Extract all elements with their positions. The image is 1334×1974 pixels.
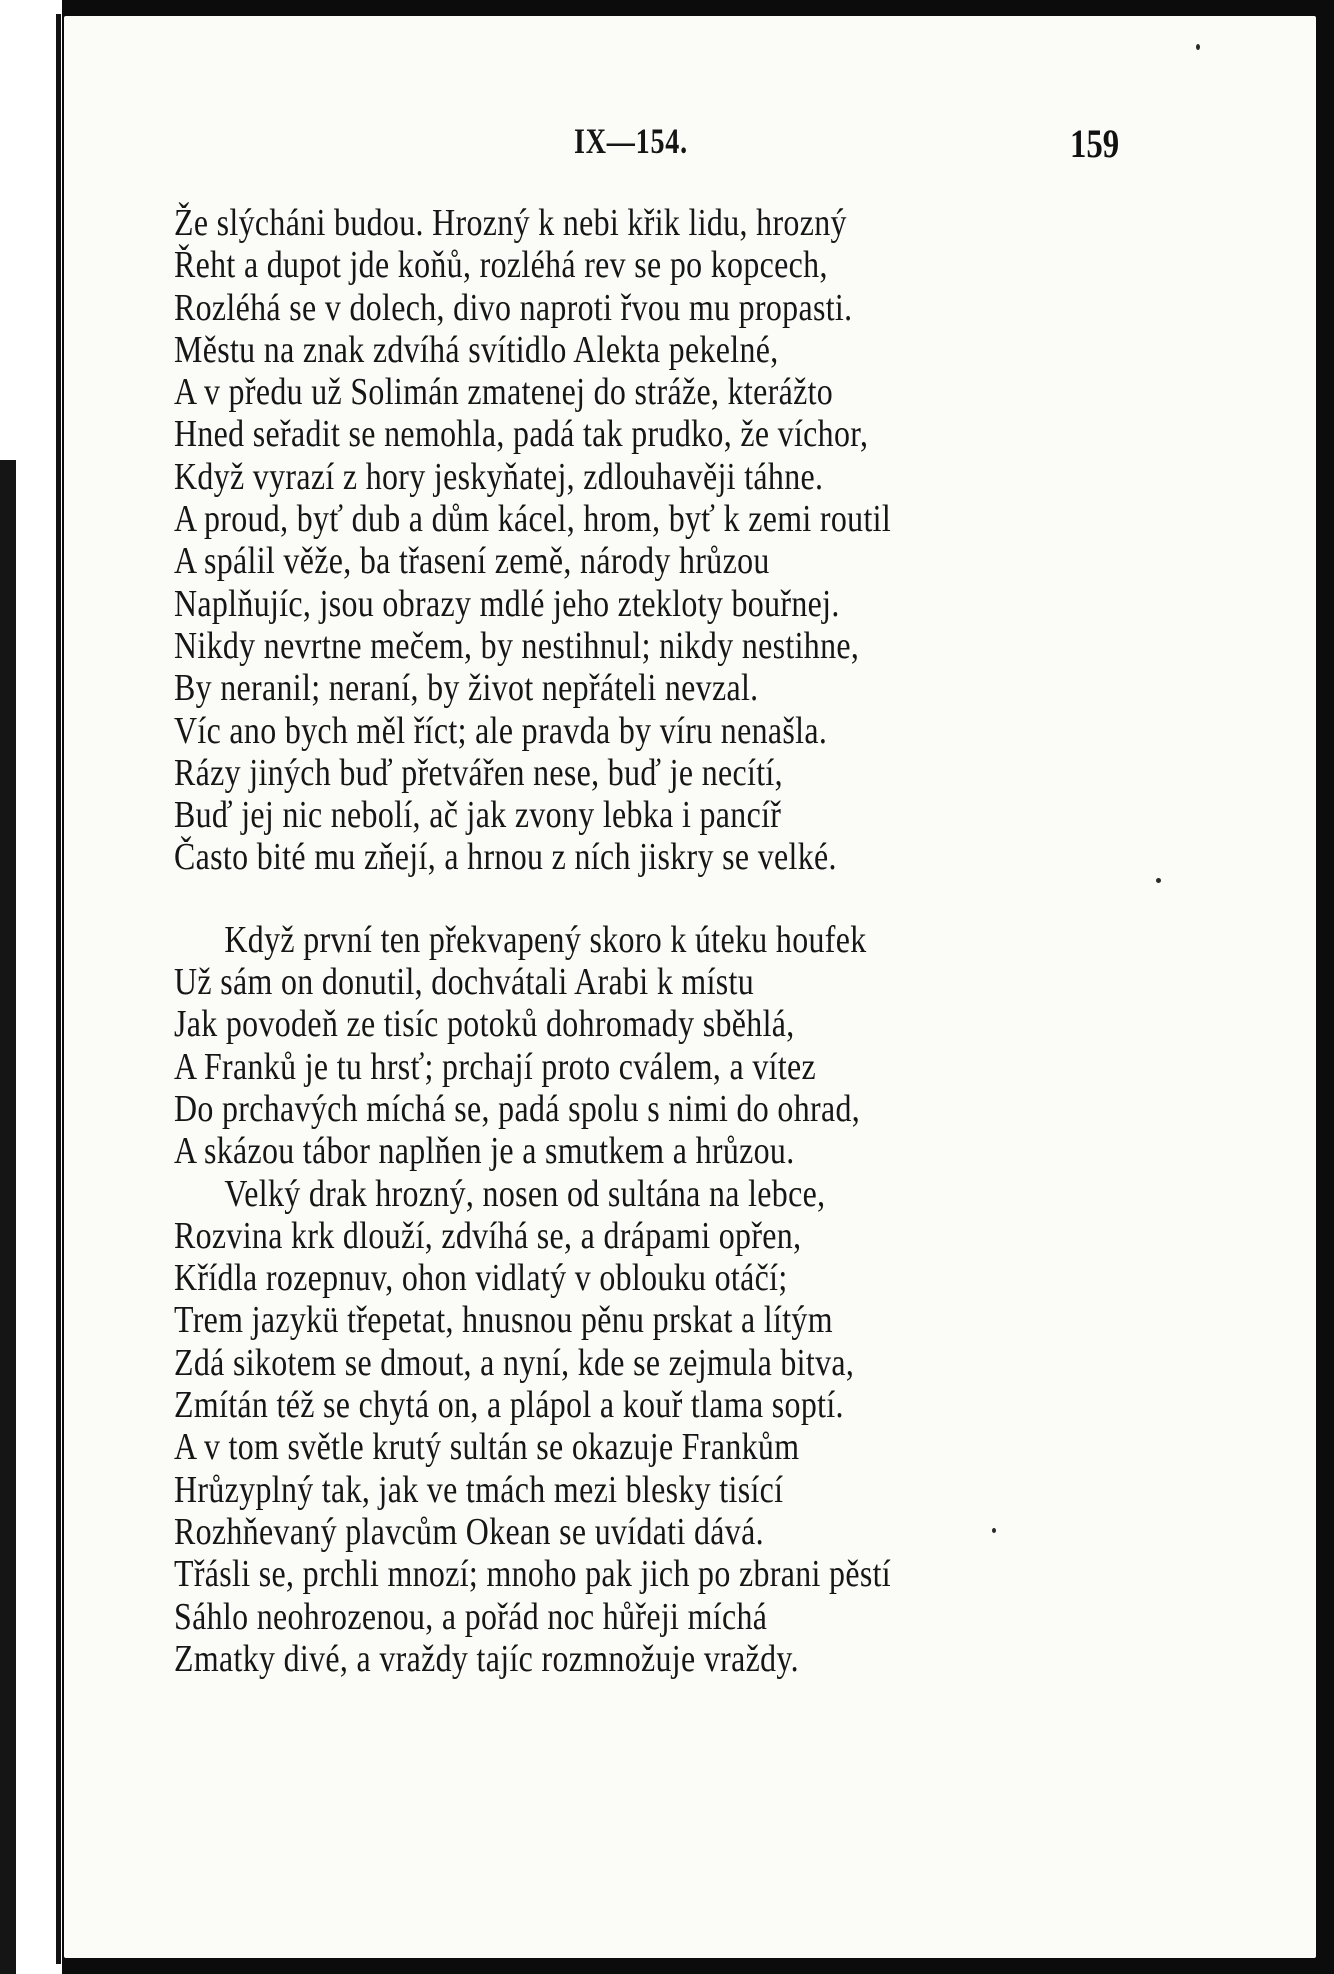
page-number: 159 [1070,121,1120,166]
verse-line: A spálil věže, ba třasení země, národy hrůzou [174,540,770,583]
verse-line: Hned seřadit se nemohla, padá tak prudko, že víchor, [174,413,869,456]
ink-speck [1196,44,1200,50]
verse-line: Nikdy nevrtne mečem, by nestihnul; nikdy nestihne, [174,624,860,667]
verse-line: A skázou tábor naplňen je a smutkem a hrůzou. [174,1130,795,1173]
verse-line: Velký drak hrozný, nosen od sultána na lebce, [224,1172,826,1215]
ink-speck [1156,878,1161,883]
verse-line: Do prchavých míchá se, padá spolu s nimi do ohrad, [174,1087,861,1130]
verse-line: Rozvina krk dlouží, zdvíhá se, a drápami opřen, [174,1214,802,1257]
verse-line: Naplňujíc, jsou obrazy mdlé jeho ztekloty bouřnej. [174,582,840,625]
running-head: IX—154. [574,121,688,161]
verse-line: Rozhňevaný plavcům Okean se uvídati dává. [174,1510,764,1553]
verse-line: Třásli se, prchli mnozí; mnoho pak jich po zbrani pěstí [174,1553,892,1596]
verse-line: Zmítán též se chytá on, a plápol a kouř tlama soptí. [174,1384,844,1427]
verse-line: Víc ano bych měl říct; ale pravda by víru nenašla. [174,709,828,752]
verse-line: Zdá sikotem se dmout, a nyní, kde se zejmula bitva, [174,1341,855,1384]
spine-edge [56,14,61,1964]
verse-text [174,202,1284,1680]
verse-line: Hrůzyplný tak, jak ve tmách mezi blesky tisící [174,1468,784,1511]
verse-line: Už sám on donutil, dochvátali Arabi k místu [174,961,755,1004]
verse-line: A Franků je tu hrsť; prchají proto cválem, a vítez [174,1045,817,1088]
verse-line: Jak povodeň ze tisíc potoků dohromady sběhlá, [174,1003,795,1046]
stanza [174,919,1284,1680]
stanza [174,202,1284,879]
verse-line: Když vyrazí z hory jeskyňatej, zdlouhavěji táhne. [174,455,824,498]
verse-line: Zmatky divé, a vraždy tajíc rozmnožuje vraždy. [174,1637,799,1680]
page-header [64,120,1316,170]
verse-line: A v tom světle krutý sultán se okazuje Frankům [174,1426,800,1469]
verse-line: Křídla rozepnuv, ohon vidlatý v oblouku otáčí; [174,1257,788,1300]
verse-line: Sáhlo neohrozenou, a pořád noc hůřeji míchá [174,1595,768,1638]
verse-line: Často bité mu zňejí, a hrnou z ních jiskry se velké. [174,836,837,879]
ink-speck [992,1528,996,1533]
verse-line: Městu na znak zdvíhá svítidlo Alekta pekelné, [174,328,779,371]
verse-line: A v předu už Solimán zmatenej do stráže, kterážto [174,371,834,414]
verse-line: Rázy jiných buď přetvářen nese, buď je necítí, [174,751,783,794]
verse-line: Když první ten překvapený skoro k úteku houfek [224,918,867,961]
verse-line: Trem jazykü třepetat, hnusnou pěnu prskat a lítým [174,1299,833,1342]
verse-line: Rozléhá se v dolech, divo naproti řvou mu propasti. [174,286,853,329]
book-page [64,16,1316,1958]
verse-line: By neranil; neraní, by život nepřáteli nevzal. [174,667,759,710]
verse-line: Řeht a dupot jde koňů, rozléhá rev se po kopcech, [174,244,828,287]
verse-line: A proud, byť dub a dům kácel, hrom, byť k zemi routil [174,498,892,541]
verse-line: Že slýcháni budou. Hrozný k nebi křik lidu, hrozný [174,202,847,244]
verse-line: Buď jej nic nebolí, ač jak zvony lebka i pancíř [174,794,782,837]
binding-shadow [0,460,16,1974]
